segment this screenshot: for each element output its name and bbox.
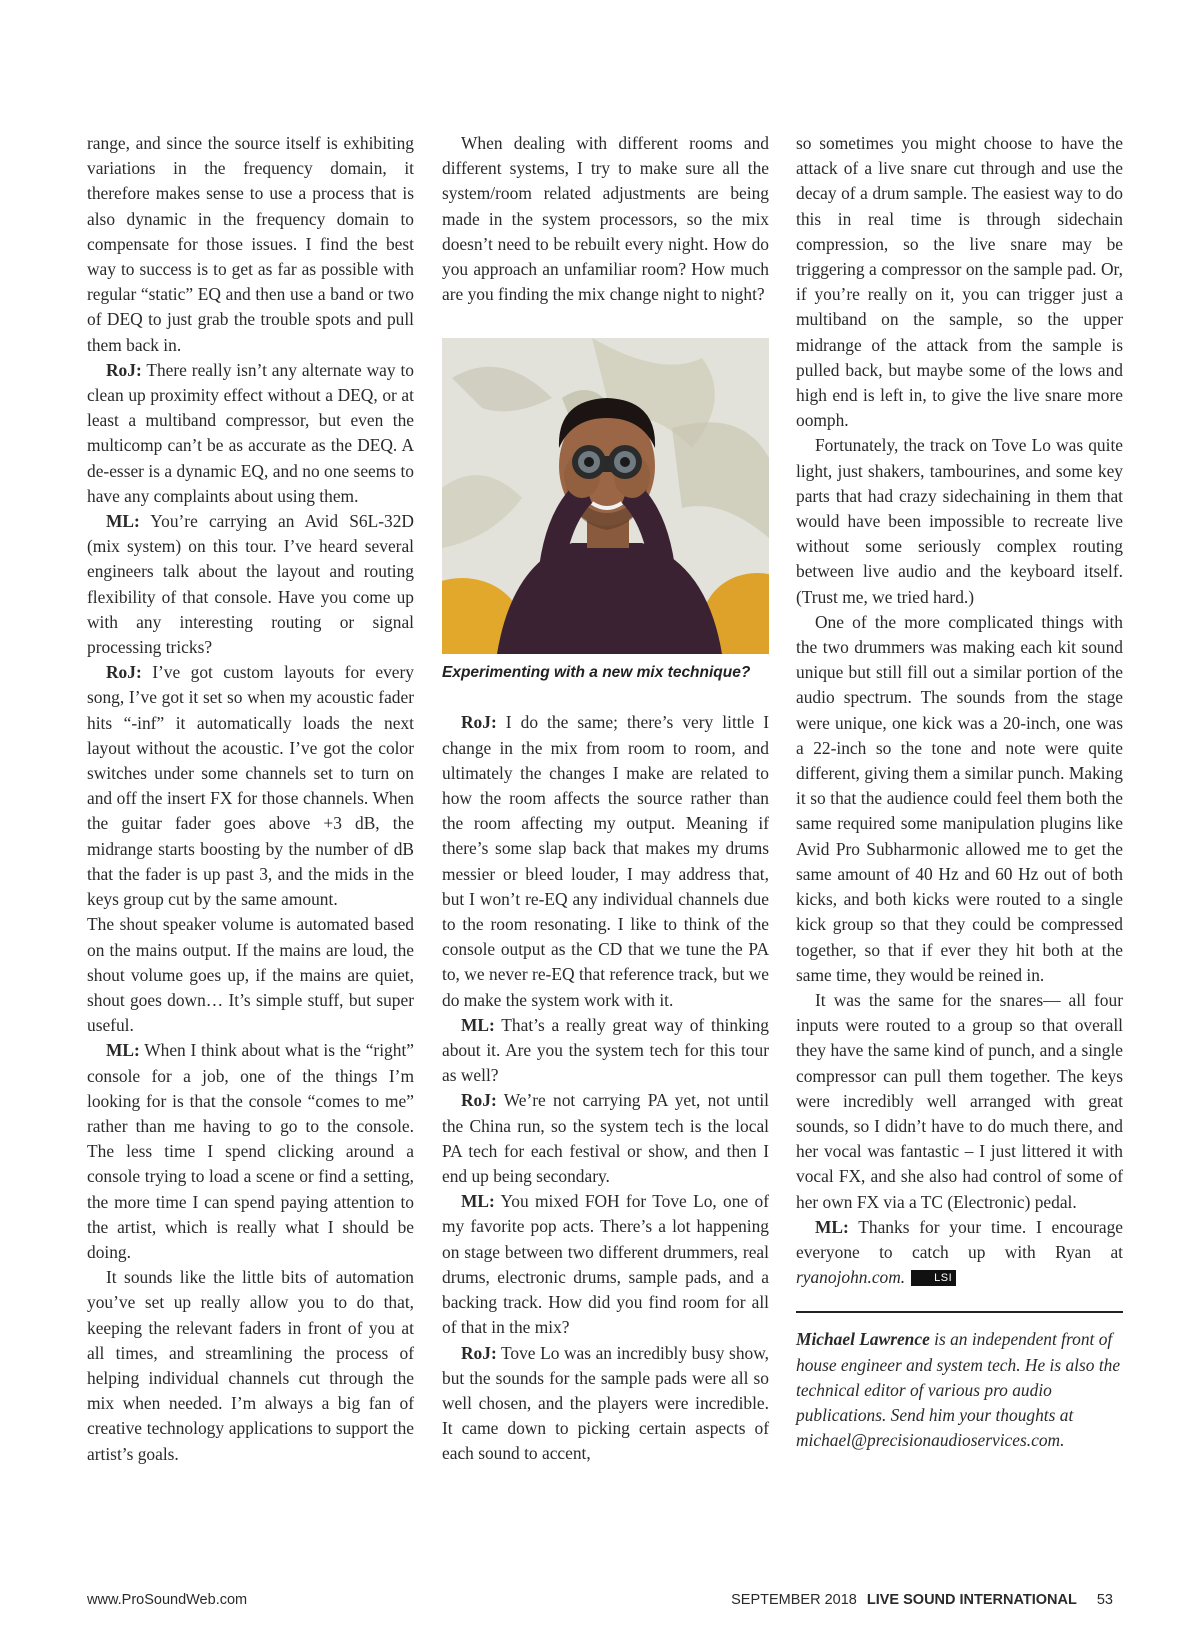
author-bio [796,1327,1123,1453]
article-paragraph [87,1038,414,1265]
footer-website[interactable]: www.ProSoundWeb.com [87,1592,248,1608]
footer-issue: SEPTEMBER 2018 [731,1592,857,1608]
closing-text: Thanks for your time. I encourage everyone to catch up with Ryan at [796,1216,1123,1262]
website-link[interactable]: ryanojohn.com. [796,1267,906,1288]
paragraph-text: There really isn’t any alternate way to clean up proximity effect without a DEQ, or at least a multiband compressor, but even the multicomp can’t be as accurate as the DEQ. A de-esser is a dynamic EQ, and no one seems to have any complaints about using them. [87,359,414,506]
page-number: 53 [1096,1592,1113,1608]
paragraph-text: When I think about what is the “right” console for a job, one of the things I’m looking for is that the console “comes to me” rather than me having to go to the console. The less time I spend clicking around a console trying to load a scene or find a setting, the more time I can spend paying attention to the artist, which is really what I should be doing. [87,1040,414,1262]
closing-paragraph [796,1215,1123,1291]
speaker-label: ML: [815,1216,849,1237]
end-mark-badge: LSI [911,1270,956,1286]
column-3-text [796,131,1123,1215]
article-paragraph [796,433,1123,609]
paragraph-text: It was the same for the snares— all four inputs were routed to a group so that overall they have the same kind of punch, and a single compressor can pull them together. The keys were incredibly well arranged with great sounds, so I didn’t have to do much there, and her vocal was fantastic – I just littered it with vocal FX, and she also had control of some of her own FX via a TC (Electronic) pedal. [796,989,1123,1212]
speaker-label: ML: [106,511,140,532]
paragraph-text: We’re not carrying PA yet, not until the China run, so the system tech is the local PA tech for each festival or show, and then I end up being secondary. [442,1090,769,1187]
article-paragraph [87,131,414,358]
speaker-label: RoJ: [461,1090,497,1111]
article-paragraph [87,358,414,509]
paragraph-text: You’re carrying an Avid S6L-32D (mix system) on this tour. I’ve heard several engineers talk about the layout and routing flexibility of that console. Have you come up with any interesting routing or signal processing tricks? [87,511,414,658]
article-paragraph [442,1013,769,1089]
paragraph-text: Fortunately, the track on Tove Lo was quite light, just shakers, tambourines, and some key parts that had crazy sidechaining in them that would have been impossible to recreate live without some seriously complex routing between live audio and the keyboard itself. (Trust me, we tried hard.) [796,435,1123,607]
speaker-label: RoJ: [106,359,142,380]
speaker-label: RoJ: [461,1342,497,1363]
paragraph-text: The shout speaker volume is automated based on the mains output. If the mains are loud, the shout volume goes up, if the mains are quiet, shout goes down… It’s simple stuff, but super useful. [87,914,414,1036]
article-paragraph [442,1189,769,1340]
speaker-label: ML: [461,1014,495,1035]
footer-magazine: LIVE SOUND INTERNATIONAL [866,1592,1077,1608]
paragraph-text: One of the more complicated things with the two drummers was making each kit sound unique but still fill out a similar portion of the audio spectrum. The sounds from the stage were unique, one kick was a 20-inch, one was a 22-inch so the tone and note were quite different, giving them a similar punch. Making it so that the audience could feel them both the same required some manipulation plugins like Avid Pro Subharmonic allowed me to get the same amount of 40 Hz and 60 Hz out of both kicks, and both kicks were routed to a single kick group so that they could be compressed together, so that if ever they hit both at the same time, they would be reined in. [796,611,1123,985]
article-column-3 [796,131,1123,1453]
footer-right [731,1592,1113,1608]
paragraph-text: I do the same; there’s very little I change in the mix from room to room, and ultimately the changes I make are related to how the room affects the source rather than the room affecting my output. Meaning if there’s some slap back that makes my drums messier or bleed louder, I may address that, but I won’t re-EQ any individual channels due to the room resonating. I like to think of the console output as the CD that we tune the PA to, we never re-EQ that reference track, but we do make the system work with it. [442,712,769,1010]
column-2-top-text [442,131,769,307]
speaker-label: ML: [461,1191,495,1212]
paragraph-text: When dealing with different rooms and different systems, I try to make sure all the system/room related adjustments are being made in the system processors, so the mix doesn’t need to be rebuilt every night. How do you approach an unfamiliar room? How much are you finding the mix change night to night? [442,133,769,305]
photo-caption: Experimenting with a new mix technique? [442,664,751,682]
paragraph-text: I’ve got custom layouts for every song, I’ve got it set so when my acoustic fader hits “-inf” it automatically loads the next layout without the acoustic. I’ve got the color switches under some channels set to turn on and off the insert FX for those channels. When the guitar fader goes above +3 dB, the midrange starts boosting by the number of dB that the fader is up past 3, and the mids in the keys group cut by the same amount. [87,662,414,910]
paragraph-text: You mixed FOH for Tove Lo, one of my favorite pop acts. There’s a lot happening on stage between two different drummers, real drums, electronic drums, sample pads, and a backing track. How did you find room for all of that in the mix? [442,1191,769,1338]
article-column-2 [442,131,769,1467]
author-bio-text: is an independent front of house engineer and system tech. He is also the technical editor of various pro audio publications. Send him your thoughts at michael@precisionaudioservices.com. [796,1329,1121,1451]
author-name: Michael Lawrence [796,1329,930,1350]
article-paragraph [796,988,1123,1215]
article-paragraph [87,912,414,1038]
article-paragraph [87,509,414,660]
bio-divider [796,1311,1123,1313]
article-paragraph [796,610,1123,988]
article-paragraph [87,660,414,912]
speaker-label: ML: [106,1040,140,1061]
paragraph-text: That’s a really great way of thinking about it. Are you the system tech for this tour as well? [442,1014,769,1086]
photo-illustration [442,338,769,654]
article-paragraph [442,1088,769,1189]
speaker-label: RoJ: [461,712,497,733]
article-paragraph [442,1341,769,1467]
article-paragraph [796,131,1123,433]
article-paragraph [87,1265,414,1467]
column-2-bottom-text [442,710,769,1466]
article-column-1 [87,131,414,1467]
article-paragraph [442,131,769,307]
paragraph-text: range, and since the source itself is exhibiting variations in the frequency domain, it therefore makes sense to use a process that is also dynamic in the frequency domain to compensate for those issues. I find the best way to success is to get as far as possible with regular “static” EQ and then use a band or two of DEQ to just grab the trouble spots and pull them back in. [87,133,414,355]
paragraph-text: It sounds like the little bits of automation you’ve set up really allow you to do that, keeping the relevant faders in front of you at all times, and streamlining the process of helping individual channels cut through the mix when needed. I’m always a big fan of creative technology applications to support the artist’s goals. [87,1267,414,1464]
speaker-label: RoJ: [106,662,142,683]
article-photo [442,338,769,654]
paragraph-text: Tove Lo was an incredibly busy show, but the sounds for the sample pads were all so well chosen, and the players were incredible. It came down to picking certain aspects of each sound to accent, [442,1342,769,1464]
paragraph-text: so sometimes you might choose to have the attack of a live snare cut through and use the decay of a drum sample. The easiest way to do this in real time is through sidechain compression, so the live snare may be triggering a compressor on the sample pad. Or, if you’re really on it, you can trigger just a multiband on the sample, so the upper midrange of the attack from the sample is pulled back, but maybe some of the lows and high end is left in, to give the live snare more oomph. [796,133,1123,431]
article-paragraph [442,710,769,1012]
